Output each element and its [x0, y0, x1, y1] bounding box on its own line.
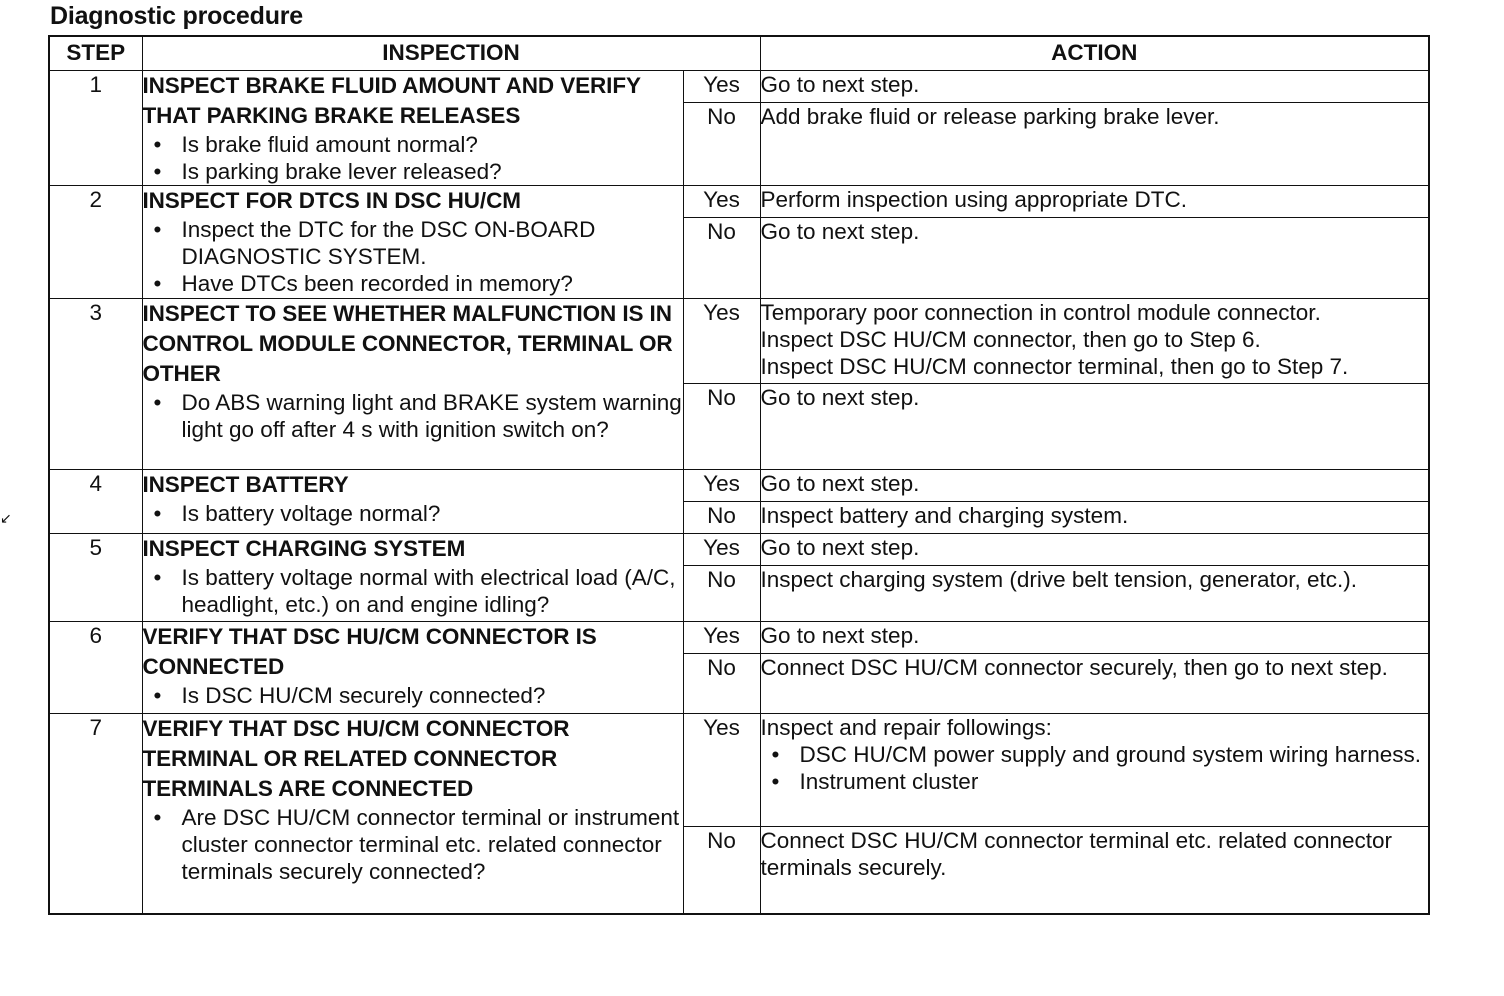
action-line: Connect DSC HU/CM connector securely, then go to next step.: [760, 655, 1388, 680]
action-line: Temporary poor connection in control module connector.: [760, 300, 1321, 325]
step-number: 1: [49, 71, 142, 186]
no-label: No: [683, 103, 760, 186]
yes-label: Yes: [683, 186, 760, 218]
inspection-cell: [142, 714, 683, 915]
inspection-bullet: • Are DSC HU/CM connector terminal or instrument cluster connector terminal etc. related connector terminals securely connected?: [182, 804, 683, 885]
no-label: No: [683, 384, 760, 470]
inspection-title: INSPECT BRAKE FLUID AMOUNT AND VERIFY THAT PARKING BRAKE RELEASES: [142, 73, 641, 128]
margin-arrow-icon: ↙: [0, 510, 12, 526]
step-row-7-yes: [49, 714, 1429, 827]
diagnostic-procedure-table: [48, 35, 1430, 915]
inspection-title: VERIFY THAT DSC HU/CM CONNECTOR IS CONNECTED: [142, 624, 597, 679]
inspection-title: INSPECT BATTERY: [142, 472, 349, 497]
inspection-title: INSPECT FOR DTCS IN DSC HU/CM: [142, 188, 521, 213]
inspection-title: INSPECT TO SEE WHETHER MALFUNCTION IS IN CONTROL MODULE CONNECTOR, TERMINAL OR OTHER: [142, 301, 673, 386]
action-line: Go to next step.: [760, 219, 920, 244]
step-number: 3: [49, 299, 142, 470]
action-line: Inspect DSC HU/CM connector, then go to Step 6.: [760, 327, 1261, 352]
action-line: Inspect and repair followings:: [760, 715, 1052, 740]
action-line: Inspect charging system (drive belt tension, generator, etc.).: [760, 567, 1358, 592]
no-action: [760, 218, 1429, 299]
no-label: No: [683, 566, 760, 622]
table-header-row: [49, 36, 1429, 71]
no-label: No: [683, 502, 760, 534]
inspection-title: INSPECT CHARGING SYSTEM: [142, 536, 466, 561]
step-number: 4: [49, 470, 142, 534]
step-number: 5: [49, 534, 142, 622]
inspection-cell: [142, 534, 683, 622]
no-action: [760, 566, 1429, 622]
action-line: Go to next step.: [760, 72, 920, 97]
inspection-bullet: • Is brake fluid amount normal?: [182, 131, 683, 158]
header-inspection: INSPECTION: [142, 36, 760, 71]
inspection-bullets: [143, 389, 683, 443]
inspection-bullets: [143, 216, 683, 297]
inspection-bullets: [143, 564, 683, 618]
no-label: No: [683, 654, 760, 714]
no-action: [760, 502, 1429, 534]
action-line: Go to next step.: [760, 535, 920, 560]
action-line: Inspect battery and charging system.: [760, 503, 1129, 528]
inspection-bullets: [143, 682, 683, 709]
inspection-bullet: • Is battery voltage normal with electrical load (A/C, headlight, etc.) on and engine idling?: [182, 564, 683, 618]
yes-label: Yes: [683, 534, 760, 566]
inspection-bullet: • Do ABS warning light and BRAKE system warning light go off after 4 s with ignition switch on?: [182, 389, 683, 443]
yes-label: Yes: [683, 71, 760, 103]
action-line: Inspect DSC HU/CM connector terminal, then go to Step 7.: [760, 354, 1349, 379]
yes-label: Yes: [683, 714, 760, 827]
inspection-cell: [142, 470, 683, 534]
action-line: Connect DSC HU/CM connector terminal etc. related connector terminals securely.: [760, 828, 1393, 880]
yes-action: [760, 714, 1429, 827]
inspection-bullet: • Is DSC HU/CM securely connected?: [182, 682, 683, 709]
inspection-bullet: • Is battery voltage normal?: [182, 500, 683, 527]
action-line: Go to next step.: [760, 471, 920, 496]
inspection-cell: [142, 622, 683, 714]
inspection-cell: [142, 186, 683, 299]
action-bullet: • Instrument cluster: [800, 768, 1429, 795]
action-line: Add brake fluid or release parking brake lever.: [760, 104, 1220, 129]
inspection-cell: [142, 71, 683, 186]
page-title: Diagnostic procedure: [50, 2, 303, 30]
header-action: ACTION: [760, 36, 1429, 71]
step-row-4-yes: [49, 470, 1429, 502]
action-bullets: [761, 741, 1429, 795]
action-line: Go to next step.: [760, 623, 920, 648]
step-row-3-yes: [49, 299, 1429, 384]
inspection-bullets: [143, 804, 683, 885]
inspection-bullets: [143, 131, 683, 185]
step-row-5-yes: [49, 534, 1429, 566]
step-number: 6: [49, 622, 142, 714]
step-row-6-yes: [49, 622, 1429, 654]
yes-action: [760, 71, 1429, 103]
action-line: Perform inspection using appropriate DTC.: [760, 187, 1187, 212]
no-action: [760, 827, 1429, 915]
yes-action: [760, 299, 1429, 384]
yes-action: [760, 622, 1429, 654]
yes-label: Yes: [683, 299, 760, 384]
inspection-bullets: [143, 500, 683, 527]
inspection-bullet: • Inspect the DTC for the DSC ON-BOARD DIAGNOSTIC SYSTEM.: [182, 216, 683, 270]
inspection-bullet: • Have DTCs been recorded in memory?: [182, 270, 683, 297]
no-action: [760, 384, 1429, 470]
step-row-1-yes: [49, 71, 1429, 103]
yes-action: [760, 470, 1429, 502]
step-number: 2: [49, 186, 142, 299]
no-action: [760, 654, 1429, 714]
header-step: STEP: [49, 36, 142, 71]
inspection-title: VERIFY THAT DSC HU/CM CONNECTOR TERMINAL OR RELATED CONNECTOR TERMINALS ARE CONNECTED: [142, 716, 570, 801]
step-row-2-yes: [49, 186, 1429, 218]
action-bullet: • DSC HU/CM power supply and ground system wiring harness.: [800, 741, 1429, 768]
yes-label: Yes: [683, 470, 760, 502]
inspection-bullet: • Is parking brake lever released?: [182, 158, 683, 185]
yes-action: [760, 534, 1429, 566]
yes-action: [760, 186, 1429, 218]
yes-label: Yes: [683, 622, 760, 654]
no-label: No: [683, 218, 760, 299]
no-label: No: [683, 827, 760, 915]
step-number: 7: [49, 714, 142, 915]
no-action: [760, 103, 1429, 186]
inspection-cell: [142, 299, 683, 470]
action-line: Go to next step.: [760, 385, 920, 410]
